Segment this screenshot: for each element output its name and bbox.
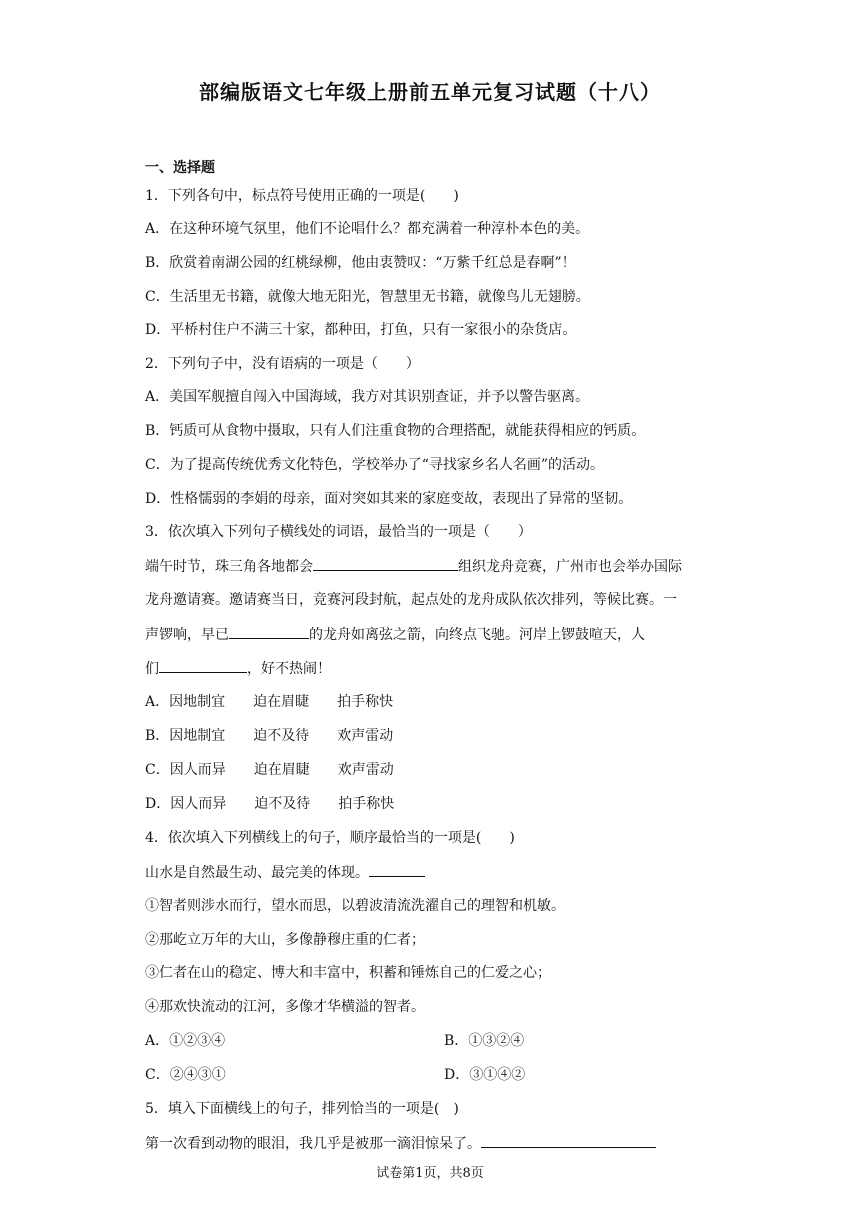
q1-option-d: D．平桥村住户不满三十家，都种田，打鱼，只有一家很小的杂货店。 (145, 322, 577, 338)
q3-option-b: B．因地制宜 迫不及待 欢声雷动 (145, 728, 394, 744)
q4-sentence-3: ③仁者在山的稳定、博大和丰富中，积蓄和锤炼自己的仁爱之心； (145, 965, 551, 981)
q4-option-b: B．①③②④ (444, 1033, 525, 1049)
q3-option-c: C．因人而异 迫在眉睫 欢声雷动 (145, 762, 394, 778)
q2-option-c: C．为了提高传统优秀文化特色，学校举办了“寻找家乡名人名画”的活动。 (145, 457, 605, 473)
answer-blank (159, 658, 247, 673)
q3-passage-line-4: 们 ，好不热闹！ (145, 658, 331, 679)
q4-option-c: C．②④③① (145, 1067, 226, 1083)
q1-option-a: A．在这种环境气氛里，他们不论唱什么？都充满着一种淳朴本色的美。 (145, 221, 590, 237)
answer-blank (313, 556, 458, 571)
answer-blank (229, 624, 309, 639)
q2-stem: 2．下列句子中，没有语病的一项是（ ） (145, 356, 420, 372)
page-footer: 试卷第1页，共8页 (376, 1166, 484, 1181)
q4-sentence-4: ④那欢快流动的江河，多像才华横溢的智者。 (145, 999, 425, 1015)
answer-blank (369, 862, 425, 877)
q5-lead: 第一次看到动物的眼泪，我几乎是被那一滴泪惊呆了。 (145, 1133, 656, 1154)
q1-option-b: B．欣赏着南湖公园的红桃绿柳，他由衷赞叹：“万紫千红总是春啊”！ (145, 255, 576, 271)
q3-option-d: D．因人而异 迫不及待 拍手称快 (145, 796, 395, 812)
q2-option-b: B．钙质可从食物中摄取，只有人们注重食物的合理搭配，就能获得相应的钙质。 (145, 423, 646, 439)
q5-stem: 5．填入下面横线上的句子，排列恰当的一项是( ) (145, 1101, 459, 1117)
q1-stem: 1．下列各句中，标点符号使用正确的一项是( ) (145, 188, 459, 204)
q3-passage-line-2: 龙舟邀请赛。邀请赛当日，竞赛河段封航，起点处的龙舟成队依次排列，等候比赛。一 (145, 592, 677, 608)
section-heading: 一、选择题 (145, 160, 215, 176)
q4-sentence-2: ②那屹立万年的大山，多像静穆庄重的仁者； (145, 932, 425, 948)
q4-lead: 山水是自然最生动、最完美的体现。 (145, 862, 425, 883)
q3-passage-line-1: 端午时节，珠三角各地都会 组织龙舟竞赛，广州市也会举办国际 (145, 556, 682, 577)
page-title: 部编版语文七年级上册前五单元复习试题（十八） (199, 80, 661, 104)
q4-sentence-1: ①智者则涉水而行，望水而思，以碧波清流洗濯自己的理智和机敏。 (145, 898, 565, 914)
q3-stem: 3．依次填入下列句子横线处的词语，最恰当的一项是（ ） (145, 524, 532, 540)
q3-passage-line-3: 声锣响，早已 的龙舟如离弦之箭，向终点飞驰。河岸上锣鼓喧天，人 (145, 624, 645, 645)
q2-option-a: A．美国军舰擅自闯入中国海域，我方对其识别查证，并予以警告驱离。 (145, 389, 590, 405)
q4-option-a: A．①②③④ (145, 1033, 226, 1049)
answer-blank (481, 1133, 656, 1148)
q4-option-d: D．③①④② (444, 1067, 526, 1083)
q3-option-a: A．因地制宜 迫在眉睫 拍手称快 (145, 694, 394, 710)
q2-option-d: D．性格懦弱的李娟的母亲，面对突如其来的家庭变故，表现出了异常的坚韧。 (145, 491, 633, 507)
q4-stem: 4．依次填入下列横线上的句子，顺序最恰当的一项是( ) (145, 830, 515, 846)
q1-option-c: C．生活里无书籍，就像大地无阳光，智慧里无书籍，就像鸟儿无翅膀。 (145, 289, 590, 305)
